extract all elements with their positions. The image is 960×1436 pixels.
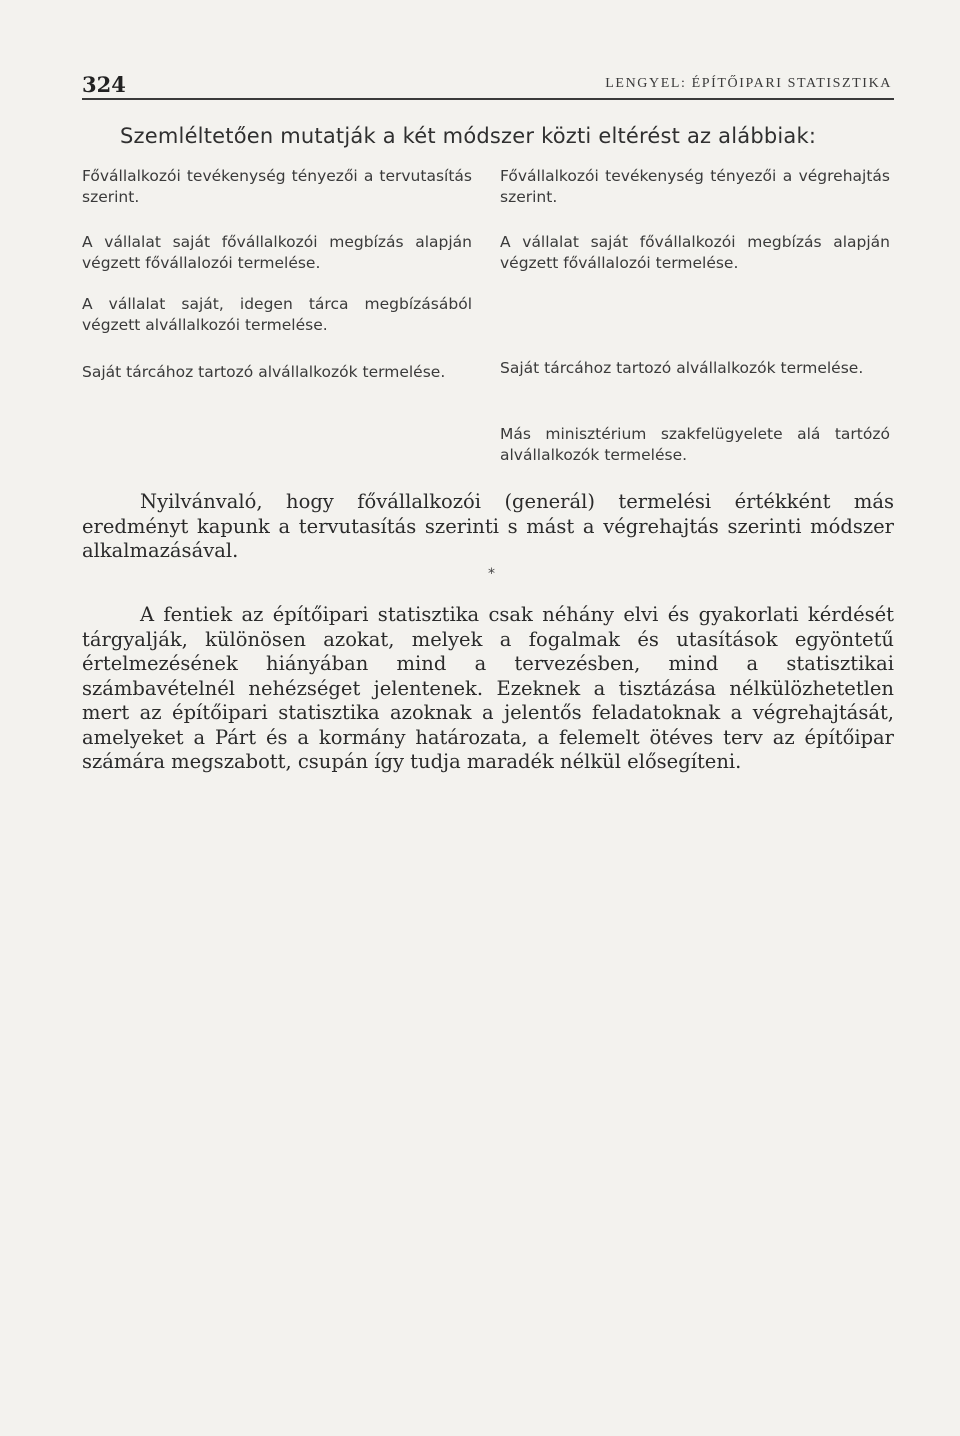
paragraph-text: Nyilvánvaló, hogy fővállalkozói (generál) termelési értékként más eredményt kapunk a tervutasítás szerinti s mást a végrehajtás szerinti módszer alkalmazásával. [82, 490, 894, 562]
running-head: LENGYEL: ÉPÍTŐIPARI STATISZTIKA [605, 76, 892, 91]
right-column-item: A vállalat saját fővállalkozói megbízás alapján végzett fővállalozói termelése. [500, 233, 890, 272]
page-header [82, 68, 894, 100]
paragraph-conclusion [82, 490, 894, 564]
right-column-heading: Fővállalkozói tevékenység tényezői a végrehajtás szerint. [500, 167, 890, 206]
section-separator: * [488, 566, 495, 582]
left-column-item: Saját tárcához tartozó alvállalkozók termelése. [82, 363, 446, 381]
right-column-item: Saját tárcához tartozó alvállalkozók termelése. [500, 359, 864, 377]
left-column-heading: Fővállalkozói tevékenység tényezői a tervutasítás szerint. [82, 167, 472, 206]
paragraph-text: A fentiek az építőipari statisztika csak néhány elvi és gyakorlati kérdését tárgyalják, különösen azokat, melyek a fogalmak és utasítások egyöntetű értelmezésének hiányában mind a tervezésben, mind a statisztikai számbavételnél nehézséget jelentenek. Ezeknek a tisztázása nélkülözhetetlen mert az építőipari statisztika azoknak a jelentős feladatoknak a végrehajtását, amelyeket a Párt és a kormány határozata, a felemelt ötéves terv az építőipar számára megszabott, csupán így tudja maradék nélkül elősegíteni. [82, 603, 894, 773]
left-column-item: A vállalat saját fővállalkozói megbízás alapján végzett fővállalozói termelése. [82, 233, 472, 272]
paragraph-summary [82, 603, 894, 775]
page-number: 324 [82, 72, 126, 97]
intro-sentence: Szemléltetően mutatják a két módszer közti eltérést az alábbiak: [120, 124, 817, 148]
left-column-item: A vállalat saját, idegen tárca megbízásából végzett alvállalkozói termelése. [82, 295, 472, 334]
right-column-item: Más minisztérium szakfelügyelete alá tartózó alvállalkozók termelése. [500, 425, 890, 464]
